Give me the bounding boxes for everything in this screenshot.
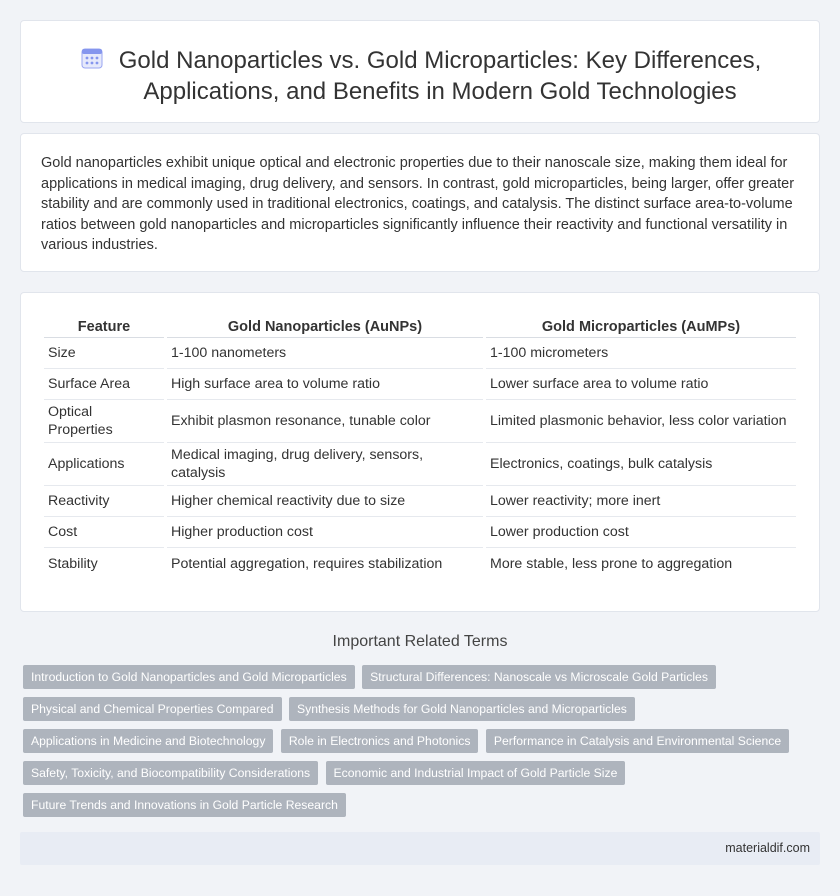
comparison-table [41, 315, 799, 579]
row-nano-value: Exhibit plasmon resonance, tunable color [167, 400, 483, 443]
row-feature: Surface Area [44, 369, 164, 400]
row-micro-value: Electronics, coatings, bulk catalysis [486, 443, 796, 486]
comparison-table-card [20, 292, 820, 612]
row-feature: Reactivity [44, 486, 164, 517]
related-terms-list [23, 665, 823, 825]
table-row [44, 486, 796, 517]
related-term-tag[interactable]: Safety, Toxicity, and Biocompatibility Considerations [23, 761, 318, 785]
header-feature: Feature [44, 315, 164, 338]
row-nano-value: High surface area to volume ratio [167, 369, 483, 400]
row-nano-value: Higher chemical reactivity due to size [167, 486, 483, 517]
table-row [44, 369, 796, 400]
table-row [44, 400, 796, 443]
table-row [44, 548, 796, 579]
related-term-tag[interactable]: Physical and Chemical Properties Compared [23, 697, 282, 721]
related-term-tag[interactable]: Applications in Medicine and Biotechnology [23, 729, 273, 753]
row-micro-value: Limited plasmonic behavior, less color variation [486, 400, 796, 443]
row-feature: Optical Properties [44, 400, 164, 443]
header-nanoparticles: Gold Nanoparticles (AuNPs) [167, 315, 483, 338]
page-title-line-1: Gold Nanoparticles vs. Gold Microparticles: Key Differences, [118, 47, 762, 74]
page-title [21, 45, 819, 107]
table-row [44, 338, 796, 369]
summary-text: Gold nanoparticles exhibit unique optical and electronic properties due to their nanoscale size, making them ideal for applications in medical imaging, drug delivery, and sensors. In contrast, gold microparticles, being larger, offer greater stability and are commonly used in traditional electronics, coatings, and catalysis. The distinct surface area-to-volume ratios between gold nanoparticles and microparticles significantly influence their reactivity and functional versatility in various industries. [41, 155, 795, 253]
related-term-tag[interactable]: Role in Electronics and Photonics [281, 729, 479, 753]
related-term-tag[interactable]: Structural Differences: Nanoscale vs Microscale Gold Particles [362, 665, 716, 689]
row-feature: Size [44, 338, 164, 369]
table-row [44, 517, 796, 548]
title-card [20, 20, 820, 123]
row-micro-value: Lower production cost [486, 517, 796, 548]
row-feature: Stability [48, 555, 98, 572]
footer [20, 832, 820, 865]
summary-card [20, 133, 820, 272]
related-term-tag[interactable]: Introduction to Gold Nanoparticles and Gold Microparticles [23, 665, 355, 689]
table-row [44, 443, 796, 486]
row-micro-value: Lower surface area to volume ratio [486, 369, 796, 400]
footer-site-link[interactable]: materialdif.com [725, 841, 810, 855]
related-term-tag[interactable]: Performance in Catalysis and Environmental Science [486, 729, 789, 753]
row-feature: Cost [44, 517, 164, 548]
row-micro-value: More stable, less prone to aggregation [490, 555, 733, 572]
row-nano-value: Medical imaging, drug delivery, sensors, catalysis [167, 443, 483, 486]
row-feature: Applications [44, 443, 164, 486]
row-micro-value: 1-100 micrometers [486, 338, 796, 369]
table-header-row [44, 315, 796, 338]
row-nano-value: Higher production cost [167, 517, 483, 548]
row-nano-value: Potential aggregation, requires stabilization [171, 555, 443, 572]
related-term-tag[interactable]: Synthesis Methods for Gold Nanoparticles and Microparticles [289, 697, 635, 721]
related-term-tag[interactable]: Future Trends and Innovations in Gold Particle Research [23, 793, 346, 817]
row-nano-value: 1-100 nanometers [167, 338, 483, 369]
related-term-tag[interactable]: Economic and Industrial Impact of Gold Particle Size [326, 761, 626, 785]
page-title-line-2: Applications, and Benefits in Modern Gold Technologies [143, 78, 737, 105]
related-terms-heading: Important Related Terms [332, 633, 508, 650]
row-micro-value: Lower reactivity; more inert [486, 486, 796, 517]
header-microparticles: Gold Microparticles (AuMPs) [486, 315, 796, 338]
